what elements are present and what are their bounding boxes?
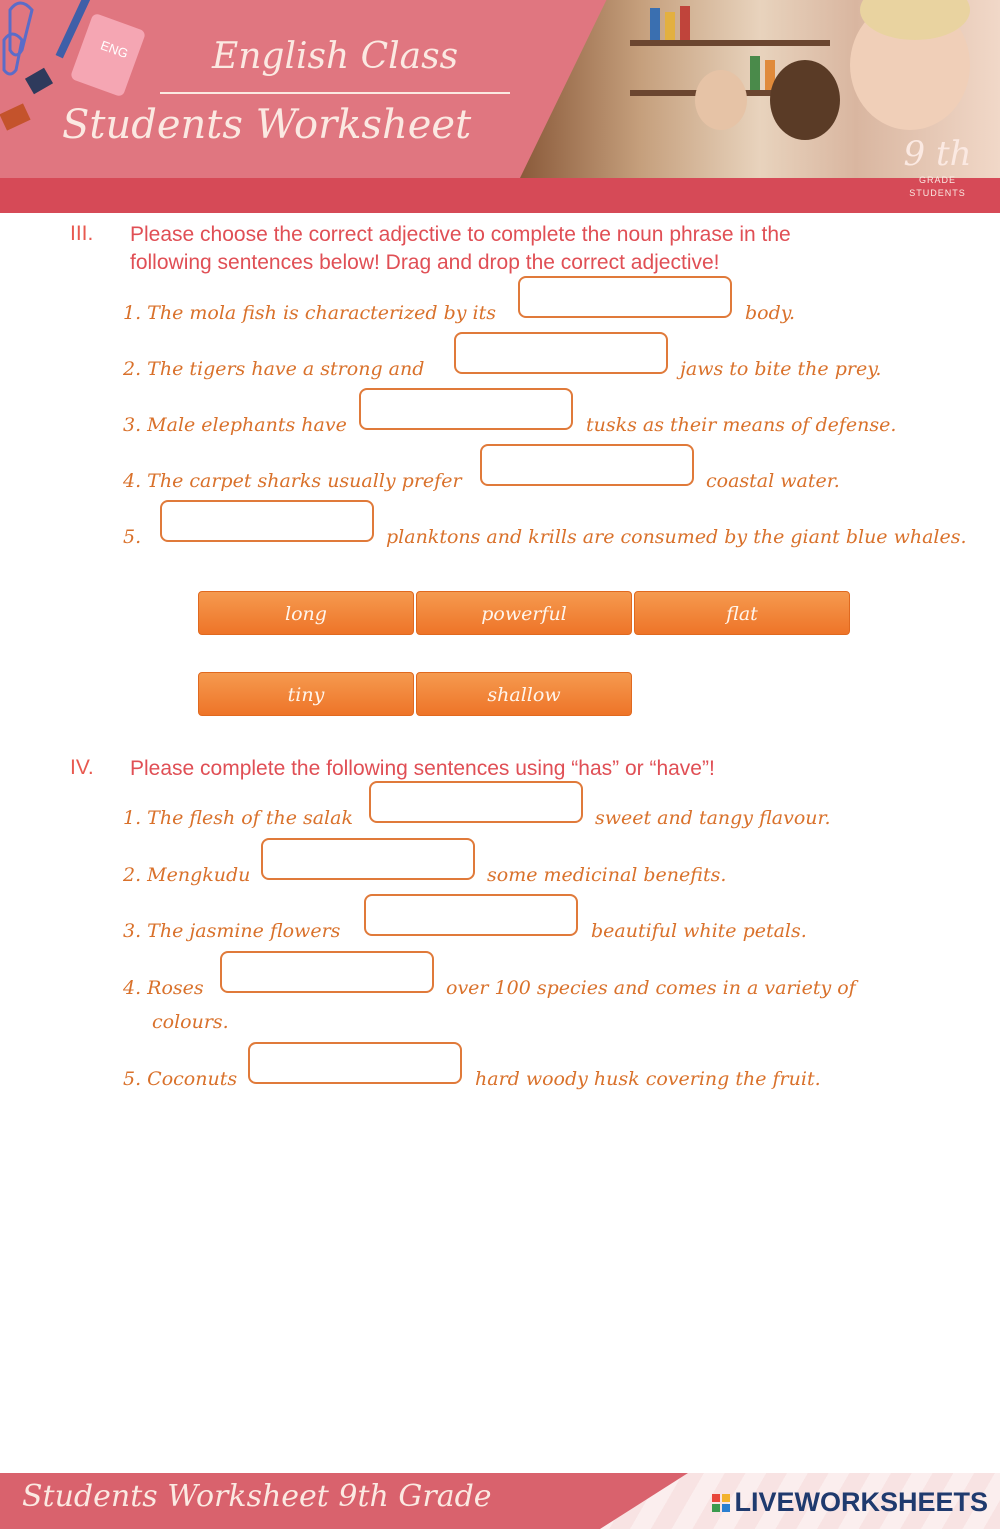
question-text-continuation: colours. — [152, 1011, 229, 1033]
question-text: 4. Roses — [123, 977, 204, 999]
question-text-after: jaws to bite the prey. — [680, 358, 882, 380]
answer-drop-zone[interactable] — [454, 332, 668, 374]
notebook-label: ENG — [98, 37, 131, 62]
binder-clip-icon — [25, 68, 53, 95]
question-text-after: planktons and krills are consumed by the giant blue whales. — [386, 526, 967, 548]
question-text: 5. Coconuts — [123, 1068, 238, 1090]
brand-name: LIVEWORKSHEETS — [734, 1487, 988, 1517]
answer-input-box[interactable] — [369, 781, 583, 823]
student-figure — [770, 60, 840, 140]
answer-input-box[interactable] — [261, 838, 475, 880]
answer-drop-zone[interactable] — [160, 500, 374, 542]
question-text: 1. The flesh of the salak — [123, 807, 353, 829]
question-text-after: beautiful white petals. — [591, 920, 807, 942]
grade-badge — [875, 130, 1000, 213]
question-text: 2. Mengkudu — [123, 864, 251, 886]
book-graphic — [750, 56, 760, 90]
word-chip-tiny[interactable]: tiny — [198, 672, 414, 716]
liveworksheets-mark-icon — [712, 1494, 730, 1512]
question-text: 3. The jasmine flowers — [123, 920, 341, 942]
instruction-line: following sentences below! Drag and drop the correct adjective! — [130, 251, 720, 274]
grade-number: 9 th — [903, 134, 972, 174]
word-chip-shallow[interactable]: shallow — [416, 672, 632, 716]
book-graphic — [650, 8, 660, 40]
question-text-after: some medicinal benefits. — [487, 864, 727, 886]
word-chip-powerful[interactable]: powerful — [416, 591, 632, 635]
answer-input-box[interactable] — [364, 894, 578, 936]
footer-banner — [0, 1473, 1000, 1529]
section-instruction: Please complete the following sentences using “has” or “have”! — [130, 757, 715, 780]
grade-label-students: STUDENTS — [909, 188, 966, 198]
section-instruction — [130, 221, 930, 277]
word-chip-long[interactable]: long — [198, 591, 414, 635]
question-text: 2. The tigers have a strong and — [123, 358, 425, 380]
book-graphic — [680, 6, 690, 40]
question-text-after: coastal water. — [706, 470, 840, 492]
question-text: 1. The mola fish is characterized by its — [123, 302, 496, 324]
question-text-after: body. — [745, 302, 796, 324]
question-text: 4. The carpet sharks usually prefer — [123, 470, 462, 492]
book-graphic — [665, 12, 675, 40]
binder-clip-icon — [0, 103, 31, 130]
word-chip-flat[interactable]: flat — [634, 591, 850, 635]
header-divider — [160, 92, 510, 94]
header-subtitle: Students Worksheet — [62, 102, 472, 148]
answer-input-box[interactable] — [248, 1042, 462, 1084]
header-title: English Class — [211, 36, 459, 77]
question-text-after: tusks as their means of defense. — [586, 414, 897, 436]
question-text: 3. Male elephants have — [123, 414, 347, 436]
question-text: 5. — [123, 526, 142, 548]
notebook-icon — [70, 13, 147, 98]
instruction-line: Please choose the correct adjective to complete the noun phrase in the — [130, 223, 791, 246]
section-number: IV. — [70, 756, 94, 779]
answer-drop-zone[interactable] — [359, 388, 573, 430]
section-number: III. — [70, 222, 94, 245]
answer-drop-zone[interactable] — [518, 276, 732, 318]
student-figure — [695, 70, 747, 130]
question-text-after: over 100 species and comes in a variety of — [446, 977, 856, 999]
liveworksheets-logo[interactable] — [712, 1487, 988, 1518]
grade-label: GRADE — [918, 175, 956, 185]
footer-title: Students Worksheet 9th Grade — [22, 1479, 492, 1514]
answer-drop-zone[interactable] — [480, 444, 694, 486]
question-text-after: sweet and tangy flavour. — [595, 807, 831, 829]
header-banner — [0, 0, 1000, 213]
shelf-graphic — [630, 40, 830, 46]
question-text-after: hard woody husk covering the fruit. — [475, 1068, 821, 1090]
answer-input-box[interactable] — [220, 951, 434, 993]
